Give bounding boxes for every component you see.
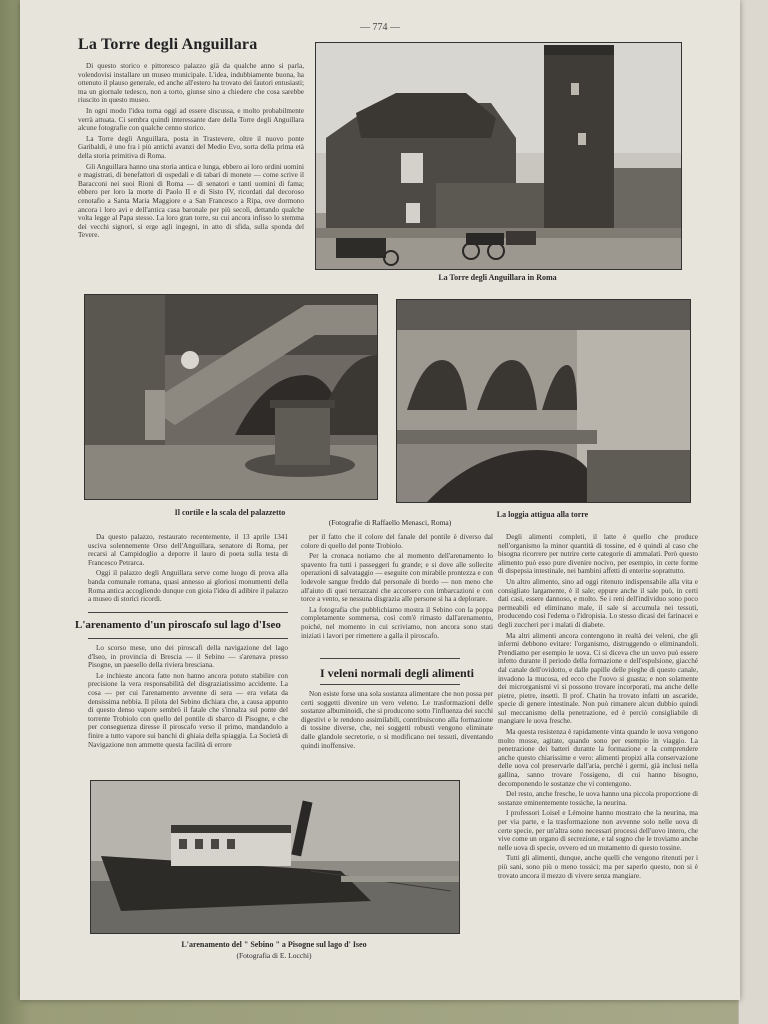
caption-sebino: L'arenamento del " Sebino " a Pisogne sul lago d' Iseo (181, 940, 367, 949)
photo-loggia (396, 299, 691, 503)
paragraph: Tutti gli alimenti, dunque, anche quelli che vengono ritenuti per i più sani, sono più o meno tossici; ma per saperlo questo, non si è trovato ancora il mezzo di vivere senza mangiare. (498, 854, 698, 880)
article-body-torre (78, 62, 304, 284)
paragraph: Le inchieste ancora fatte non hanno ancora potuto stabilire con precisione la vera responsabilità del disgraziatissimo accidente. La cosa — per cui l'arenamento avvenne di sera — era velata da densissima nebbia. Il pilota del Sebino dichiara che, a causa appunto di questo denso vapore sembrò il fatale che s'innalza sul ponte del torrente Trobiolo con quello del pontile di sbarco di Pisogne, e che per conseguenza diresse il piroscafo verso il primo, mandandolo a finire a tutto vapore sui banchi di ghiaia della spiaggia. La Società di Navigazione non ammette questa facilità di errore (88, 671, 288, 749)
article-title-torre: La Torre degli Anguillara (78, 36, 258, 53)
paragraph: Degli alimenti completi, il latte è quello che produce nell'organismo la minor quantità di tossine, ed è quindi al caso che bisogna ricorrere per nutrire certe categorie di ammalati. Però questo alimento può esso pure divenire nocivo, per esempio, in certe forme di dispepsia intestinale, nei bambini affetti di enterite soprattutto. (498, 533, 698, 576)
article-title-veleni: I veleni normali degli alimenti (320, 666, 474, 680)
paragraph: per il fatto che il colore del fanale del pontile è diverso dal colore di quello del ponte Trobiolo. (301, 533, 493, 550)
paragraph: Ma altri alimenti ancora contengono in realtà dei veleni, che gli infermi debbono evitare: l'organismo, distruggendo o eliminandoli. Prendiamo per esempio le uova. Ci si diceva che un uovo può essere infetto durante il periodo della formazione e dell'espulsione, giacché dal canale dell'ovidotto, e dalle papille delle pieghe di questo canale, invadono la mucosa, ed ecco che l'uovo si guasta; e non solamente dei microrganismi vi si possono trovare incorporati, ma anche delle pietre, pietre, insetti. Il prof. Chatin ha trovato infatti un ascaride, specie di genere intestinale. Non può rimanere alcun dubbio quindi sul meccanismo della penetrazione, ed è perciò consigliabile di mangiare le uova fresche. (498, 631, 698, 726)
article-body-veleni-continued (498, 533, 698, 963)
paragraph: Da questo palazzo, restaurato recentemente, il 13 aprile 1341 usciva solennemente Orso dell'Anguillara, senatore di Roma, per recarsi al Campidoglio a deporre il lauro di poeta sulla testa di Francesco Petrarca. (88, 533, 288, 567)
paragraph: Un altro alimento, sino ad oggi ritenuto indispensabile alla vita e consigliato largamente, è il sale; eppure anche il sale può, in certi dati casi, essere dannoso, e molto. Se i reni dell'individuo sono poco permeabili ed eliminano male, il sale si accumula nei tessuti, producendo così l'edema o l'idropisia. Lo stesso dicasi dei farinacei e degli zuccheri per i malati di diabete. (498, 577, 698, 629)
paragraph: Oggi il palazzo degli Anguillara serve come luogo di prova alla banda comunale romana, quasi annesso ai gloriosi monumenti della Roma antica accogliendo dunque con gioia l'idea di adibire il palazzo a museo di storici ricordi. (88, 569, 288, 603)
section-divider (320, 684, 460, 685)
paragraph: La fotografia che pubblichiamo mostra il Sebino con la poppa completamente sommersa, così com'è rimasto dall'arenamento, poiché, nel momento in cui scriviamo, non ancora sono stati iniziati i lavori per rimettere a galla il piroscafo. (301, 605, 493, 640)
photo-credit-locchi: (Fotografia di E. Locchi) (236, 951, 312, 960)
paragraph: Ma questa resistenza è rapidamente vinta quando le uova vengono molto mosse, agitate, quando sono per esempio in viaggio. La penetrazione dei batteri durante la formazione e la comprendere anche questo chiarissime e vero: alimenti propizi alla conservazione delle uova col preservarle dall'aria, perché i germi, già inclusi nella gallina, sanno trovare l'ossigeno, di cui hanno bisogno, decomponendo le sostanze che vi contengono. (498, 728, 698, 788)
paragraph: Del resto, anche fresche, le uova hanno una piccola proporzione di sostanze eminentemente tossiche, la neurina. (498, 790, 698, 807)
paragraph: Per la cronaca notiamo che al momento dell'arenamento lo spavento fra tutti i passeggeri fu grande; e si dove alle sollecite operazioni di salvataggio — eseguite con mirabile prontezza e con lodevole sangue freddo dal personale di bordo — non meno che all'aiuto di quei terrazzani che accorsero con imbarcazioni e con torce a vento, se nessuna disgrazia alle persone si ha a deplorare. (301, 552, 493, 604)
article-body-veleni (301, 690, 493, 774)
article-body-arenamento-continued (301, 533, 493, 651)
paragraph: Gli Anguillara hanno una storia antica e lunga, ebbero ai loro ordini uomini e magistrati, di benefattori di ospedali e di tabari di monete — come scrive il Baracconi nei suoi Rioni di Roma — di senatori e tanti uomini di fama; ebbero per loro la morte di Paolo II e di Sisto IV, ricordati dal decoroso cenotafio a Santa Maria Maggiore e a San Francesco a Ripa, ove dormono ancora i loro avi e dell'antica casa baronale per più secoli, dettando qualche volta legge al Papa stesso. La loro gran torre, su cui ancora infisso lo stemma dei vecchi signori, si erge agli ingegni, in atto di sfida, sulla sponda del Tevere. (78, 162, 304, 240)
page-number: — 774 — (360, 22, 400, 33)
section-divider (320, 658, 460, 659)
newspaper-page (20, 0, 740, 1000)
facing-page-edge (738, 0, 768, 1024)
photo-courtyard (84, 294, 378, 500)
paragraph: Non esiste forse una sola sostanza alimentare che non possa per certi soggetti divenire un vero veleno. Le trasformazioni delle sostanze albuminoidi, che si producono sotto l'influenza dei succhi digestivi e le rendono assimilabili, contribuiscono alla formazione di tossine diverse, che, nei soggetti robusti vengono eliminate dalle glandole secretorie, o si modificano nei tessuti, diventando quindi inoffensive. (301, 690, 493, 750)
paragraph: I professori Loisel e Lémoine hanno mostrato che la neurina, ma per via parte, e la trasformazione non avvenne solo nelle uova di certe specie, per un'altra sono necessari processi dell'uovo intero, che vive come un organo di secrezione, e tal sogno che le troviamo anche nelle uova di specie, ovvero ed un mutamento di questo tossine. (498, 809, 698, 852)
caption-tower: La Torre degli Anguillara in Roma (438, 273, 557, 282)
photo-credit-menasci: (Fotografie di Raffaello Menasci, Roma) (328, 518, 452, 527)
caption-loggia: La loggia attigua alla torre (496, 510, 589, 519)
section-divider (88, 612, 288, 613)
section-divider (88, 638, 288, 639)
photo-tower (315, 42, 682, 270)
article-body-arenamento (88, 644, 288, 770)
paragraph: In ogni modo l'idea torna oggi ad essere discussa, e molto probabilmente verrà attuata. Ci sembra quindi interessante dare della Torre degli Anguillara alcune fotografie con qualche cenno storico. (78, 106, 304, 133)
caption-courtyard: Il cortile e la scala del palazzetto (174, 508, 286, 517)
article-body-torre-continued (88, 533, 288, 603)
paragraph: Lo scorso mese, uno dei piroscafi della navigazione del lago d'Iseo, in provincia di Brescia — il Sebino — s'arenava presso Pisogne, un paesello della riviera bresciana. (88, 644, 288, 670)
paragraph: Di questo storico e pittoresco palazzo già da qualche anno si parla, volendovisi installare un museo municipale. L'idea, indubbiamente buona, ha ottenuto il plauso generale, ed anche all'estero ha trovato dei fautori entusiasti; ma un giornale tedesco, non a torto, giunse sino a chiedere che cosa sarebbe riuscito in questo museo. (78, 62, 304, 105)
paragraph: La Torre degli Anguillara, posta in Trastevere, oltre il nuovo ponte Garibaldi, è uno fra i più antichi avanzi del Medio Evo, sorta della prima età della storia primitiva di Roma. (78, 134, 304, 160)
photo-sebino-steamer (90, 780, 460, 934)
article-title-arenamento: L'arenamento d'un piroscafo sul lago d'Iseo (75, 619, 281, 631)
